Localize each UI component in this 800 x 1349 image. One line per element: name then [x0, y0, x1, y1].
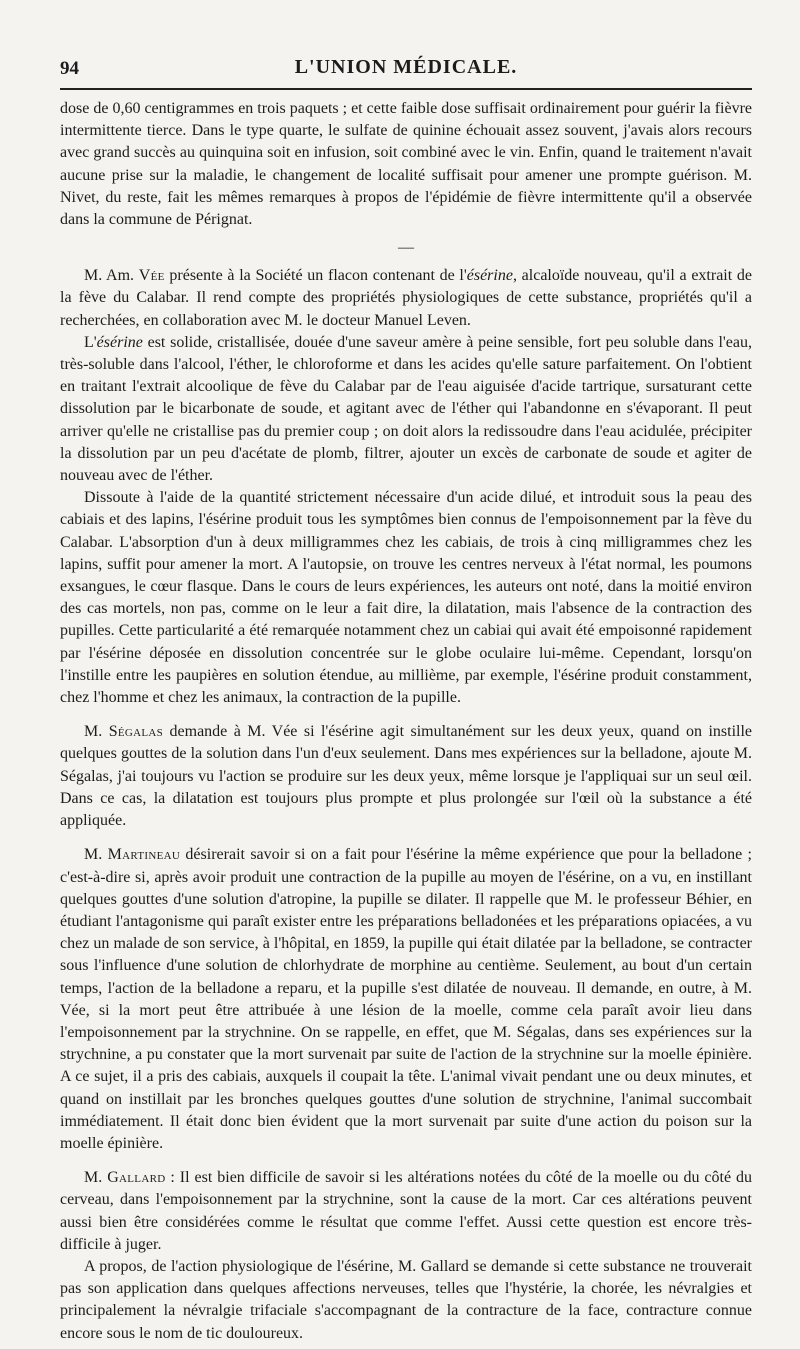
- paragraph-nivet-remarks: [60, 98, 752, 231]
- paragraph-eserine-effects: [60, 487, 752, 709]
- text-segment: Martineau: [107, 846, 181, 864]
- text-segment: L': [84, 333, 97, 351]
- text-segment: , alcaloïde nouveau, qu'il a extrait de la fève du Calabar. Il rend compte des propriétés physiologiques de cette substance, propriétés qu'il a recherchées, en collaboration avec M. le docteur Manuel Leven.: [60, 267, 753, 329]
- text-segment: présente à la Société un flacon contenant de l': [164, 267, 467, 285]
- text-segment: Gallard: [107, 1169, 166, 1187]
- page-header: [60, 52, 752, 90]
- text-segment: Vée: [138, 267, 165, 285]
- text-segment: est solide, cristallisée, douée d'une saveur amère à peine sensible, fort peu soluble dans l'eau, très-soluble dans l'alcool, l'éther, le chloroforme et dans les acides qu'elle sature parfaitement. On l'obtient en traitant l'extrait alcoolique de fève du Calabar par de l'eau aiguisée d'acide tartrique, sursaturant cette dissolution par le bicarbonate de soude, et agitant avec de l'éther qui l'abandonne en s'évaporant. Il peut arriver qu'elle ne cristallise pas du premier coup ; on doit alors la redissoudre dans l'eau acidulée, précipiter la dissolution par un peu d'acétate de plomb, filtrer, ajouter un excès de carbonate de soude et agiter de nouveau avec de l'éther.: [60, 333, 752, 485]
- text-segment: dose de 0,60 centigrammes en trois paquets ; et cette faible dose suffisait ordinairement pour guérir la fièvre intermittente tierce. Dans le type quarte, le sulfate de quinine échouait assez souvent, j'avais alors recours avec grand succès au quinquina soit en infusion, soit combiné avec le vin. Enfin, quand le traitement n'avait aucune prise sur la maladie, le changement de localité suffisait pour amener une prompte guérison. M. Nivet, du reste, fait les mêmes remarques à propos de l'épidémie de fièvre intermittente qu'il a observée dans la commune de Pérignat.: [60, 100, 752, 229]
- section-separator: [60, 237, 752, 259]
- running-title: L'UNION MÉDICALE.: [294, 56, 518, 78]
- text-segment: : Il est bien difficile de savoir si les altérations notées du côté de la moelle ou du côté du cerveau, dans l'empoisonnement par la strychnine, sont la cause de la mort. Car ces altérations peuvent aussi bien être considérées comme le résultat que comme l'effet. Aussi cette question est encore très-difficile à juger.: [60, 1169, 752, 1253]
- text-segment: M.: [84, 1169, 108, 1187]
- paragraph-gallard-remark: [60, 1167, 752, 1256]
- document-body: [60, 98, 752, 1345]
- text-segment: Ségalas: [108, 723, 164, 741]
- paragraph-eserine-properties: [60, 332, 752, 487]
- text-segment: A propos, de l'action physiologique de l'ésérine, M. Gallard se demande si cette substance ne trouverait pas son application dans quelques affections nerveuses, telles que l'hystérie, la chorée, les névralgies et principalement la névralgie trifaciale s'accompagnant de la contracture de la face, contracture connue encore sous le nom de tic douloureux.: [60, 1257, 752, 1342]
- text-segment: —: [398, 239, 414, 257]
- paragraph-vee-presentation: [60, 265, 752, 332]
- text-segment: M.: [84, 846, 108, 864]
- text-segment: ésérine: [466, 267, 513, 285]
- text-segment: Dissoute à l'aide de la quantité strictement nécessaire d'un acide dilué, et introduit sous la peau des cabiais et des lapins, l'ésérine produit tous les symptômes bien connus de l'empoisonnement par la fève du Calabar. L'absorption d'un à deux milligrammes chez les cabiais, de trois à cinq milligrammes chez les lapins, suffit pour amener la mort. A l'autopsie, on trouve les centres nerveux à l'état normal, les poumons exsangues, le cœur flasque. Dans le cours de leurs expériences, les auteurs ont noté, dans la moitié environ des cas mortels, non pas, comme on le leur a fait dire, la dilatation, mais l'absence de la contraction des pupilles. Cette particularité a été remarquée notamment chez un cabiai qui avait été empoisonné rapidement par l'ésérine déposée en dissolution concentrée sur le globe oculaire lui-même. Cependant, lorsqu'on l'instille entre les paupières en solution étendue, au millième, par exemple, l'ésérine produit constamment, chez l'homme et chez les animaux, la contraction de la pupille.: [60, 489, 752, 707]
- text-segment: demande à M. Vée si l'ésérine agit simultanément sur les deux yeux, quand on instille quelques gouttes de la solution dans l'un d'eux seulement. Dans mes expériences sur la belladone, ajoute M. Ségalas, j'ai toujours vu l'action se produire sur les deux yeux, même lorsque je l'appliquai sur un seul œil. Dans ce cas, la dilatation est toujours plus prompte et plus prolongée sur l'œil où la substance a été appliquée.: [60, 723, 753, 830]
- text-segment: désirerait savoir si on a fait pour l'ésérine la même expérience que pour la belladone ; c'est-à-dire si, après avoir produit une contraction de la pupille au moyen de l'ésérine, on a vu, en instillant quelques gouttes d'une solution d'atropine, la pupille se dilater. Il rappelle que M. le professeur Béhier, en étudiant l'antagonisme qui paraît exister entre les préparations belladonées et les préparations opiacées, a vu chez un malade de son service, à l'hôpital, en 1859, la pupille qui était dilatée par la belladone, se contracter sous l'influence d'une solution de chlorhydrate de morphine au centième. Seulement, au bout d'un certain temps, l'action de la belladone a reparu, et la pupille s'est dilatée de nouveau. Il demande, en outre, à M. Vée, si la mort peut être attribuée à une lésion de la moelle, comme cela paraît avoir lieu dans l'empoisonnement par la strychnine. On se rappelle, en effet, que M. Ségalas, dans ses expériences sur la strychnine, a pu constater que la mort survenait par suite de l'action de la strychnine sur la moelle épinière. A ce sujet, il a pris des cabiais, auxquels il coupait la tête. L'animal vivait pendant une ou deux minutes, et quand on instillait par les bronches quelques gouttes d'une solution de strychnine, l'animal succombait immédiatement. Il était donc bien évident que la mort survenait par suite d'une action du poison sur la moelle épinière.: [60, 846, 753, 1152]
- page-number: 94: [60, 58, 79, 79]
- paragraph-martineau-question: [60, 844, 752, 1155]
- text-segment: ésérine: [96, 333, 143, 351]
- paragraph-gallard-application: [60, 1256, 752, 1345]
- text-segment: M.: [84, 723, 109, 741]
- paragraph-segalas-question: [60, 721, 752, 832]
- text-segment: M. Am.: [84, 267, 139, 285]
